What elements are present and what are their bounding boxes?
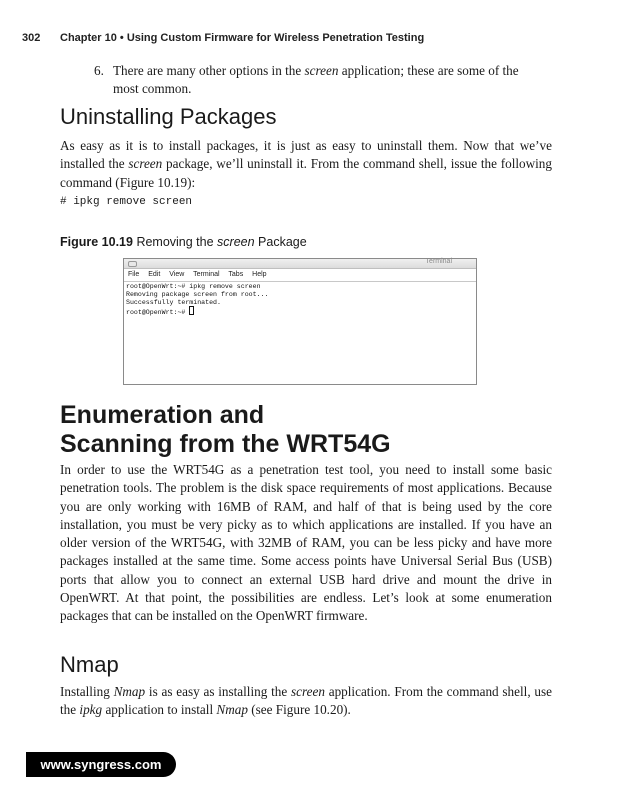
chapter-title: Chapter 10 • Using Custom Firmware for Wireless Penetration Testing [60, 32, 425, 44]
menu-file: File [128, 271, 140, 278]
terminal-window [123, 258, 477, 385]
list-item [94, 62, 544, 98]
list-item-number: 6. [94, 63, 104, 78]
terminal-line: Successfully terminated. [126, 298, 221, 306]
heading-uninstalling-packages: Uninstalling Packages [60, 104, 277, 129]
terminal-titlebar [124, 259, 476, 269]
paragraph-uninstall: As easy as it is to install packages, it is just as easy to uninstall them. Now that we’ve installed the screen package, we’ll uninstall it. From the command shell, issue the following command (Figure 10.19): [60, 138, 552, 190]
running-header [22, 32, 424, 44]
cursor-icon [189, 306, 194, 315]
window-menu-icon [128, 261, 137, 267]
terminal-line: root@OpenWrt:~# [126, 306, 474, 317]
terminal-title: Terminal [425, 258, 452, 265]
figure-caption: Figure 10.19 Removing the screen Package [60, 235, 307, 249]
terminal-line: Removing package screen from root... [126, 290, 269, 298]
menu-tabs: Tabs [228, 271, 244, 278]
page-number: 302 [22, 32, 41, 44]
terminal-output [124, 282, 476, 318]
menu-terminal: Terminal [193, 271, 220, 278]
publisher-website-badge: www.syngress.com [26, 752, 176, 777]
command-line: # ipkg remove screen [60, 196, 193, 208]
list-item-text: There are many other options in the screen application; these are some of the most common. [113, 63, 519, 96]
terminal-menubar [124, 269, 476, 282]
menu-edit: Edit [148, 271, 161, 278]
figure-label: Figure 10.19 [60, 235, 133, 249]
menu-help: Help [252, 271, 267, 278]
heading-enumeration-scanning: Enumeration and Scanning from the WRT54G [60, 401, 391, 458]
paragraph-enumeration: In order to use the WRT54G as a penetration test tool, you need to install some basic penetration tools. The problem is the disk space requirements of most applications. Because you are only working with 16MB of RAM, and half of that is being used by the core installation, you must be very picky as to which applications are installed. If you have an older version of the WRT54G, with 32MB of RAM, you can be less picky and have more packages installed at the same time. Some access points have Universal Serial Bus (USB) ports that allow you to connect an external USB hard drive and mount the drive in OpenWRT. At that point, the possibilities are endless. Let’s look at some enumeration packages that can be installed on the OpenWRT firmware. [60, 462, 552, 624]
paragraph-nmap: Installing Nmap is as easy as installing the screen application. From the command shell, use the ipkg application to install Nmap (see Figure 10.20). [60, 684, 552, 718]
menu-view: View [169, 271, 185, 278]
terminal-line: root@OpenWrt:~# ipkg remove screen [126, 283, 261, 290]
heading-nmap: Nmap [60, 652, 119, 677]
